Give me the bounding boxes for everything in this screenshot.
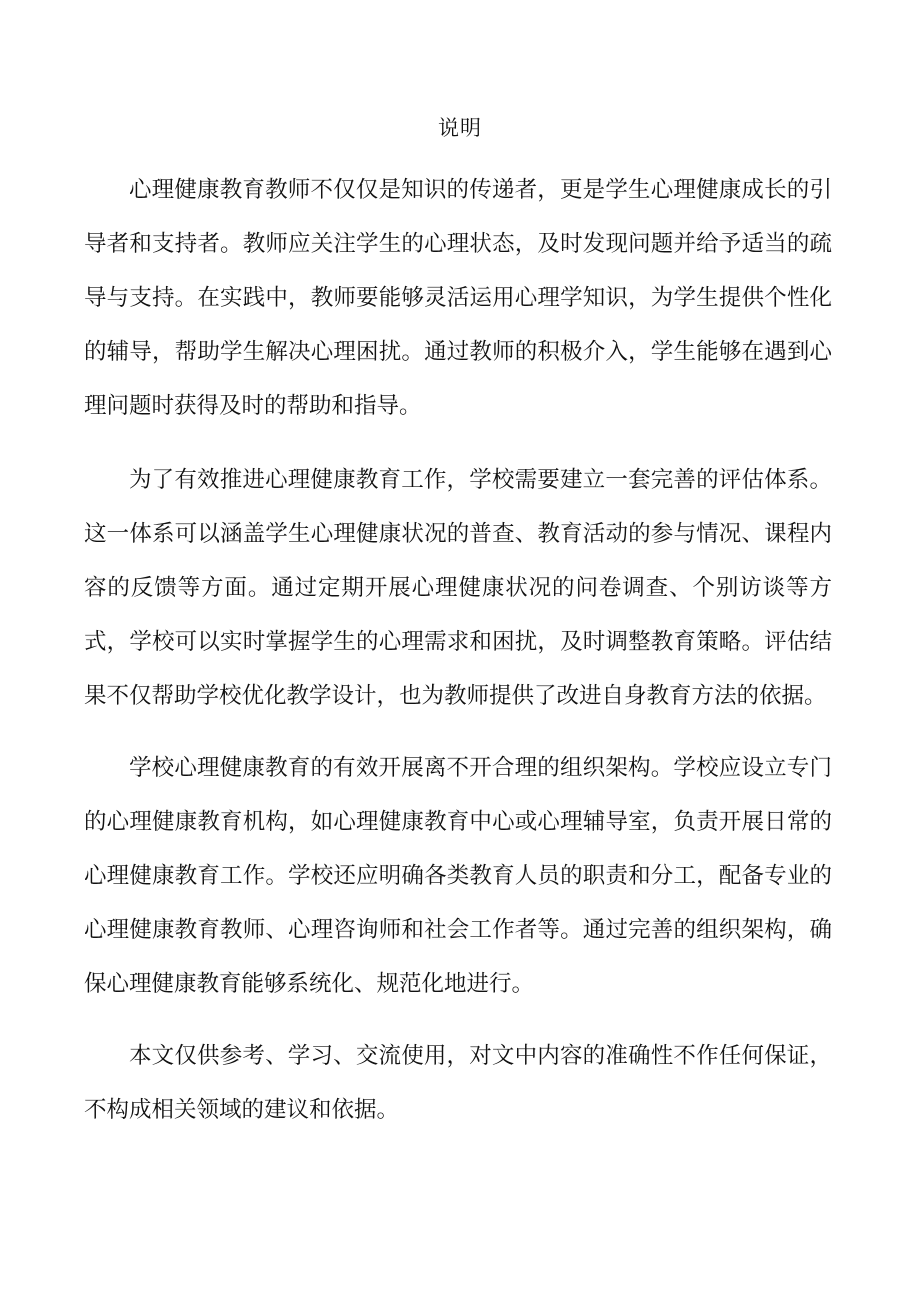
document-body [84, 163, 832, 1153]
paragraph-evaluation-system: 为了有效推进心理健康教育工作，学校需要建立一套完善的评估体系。这一体系可以涵盖学生心理健康状况的普查、教育活动的参与情况、课程内容的反馈等方面。通过定期开展心理健康状况的问卷调查、个别访谈等方式，学校可以实时掌握学生的心理需求和困扰，及时调整教育策略。评估结果不仅帮助学校优化教学设计，也为教师提供了改进自身教育方法的依据。 [84, 467, 832, 709]
paragraph-organization-structure: 学校心理健康教育的有效开展离不开合理的组织架构。学校应设立专门的心理健康教育机构，如心理健康教育中心或心理辅导室，负责开展日常的心理健康教育工作。学校还应明确各类教育人员的职责和分工，配备专业的心理健康教育教师、心理咨询师和社会工作者等。通过完善的组织架构，确保心理健康教育能够系统化、规范化地进行。 [84, 755, 832, 997]
document-title: 说明 [438, 116, 482, 140]
paragraph-teacher-role: 心理健康教育教师不仅仅是知识的传递者，更是学生心理健康成长的引导者和支持者。教师应关注学生的心理状态，及时发现问题并给予适当的疏导与支持。在实践中，教师要能够灵活运用心理学知识，为学生提供个性化的辅导，帮助学生解决心理困扰。通过教师的积极介入，学生能够在遇到心理问题时获得及时的帮助和指导。 [84, 177, 832, 419]
paragraph-disclaimer: 本文仅供参考、学习、交流使用，对文中内容的准确性不作任何保证，不构成相关领域的建议和依据。 [84, 1043, 832, 1123]
